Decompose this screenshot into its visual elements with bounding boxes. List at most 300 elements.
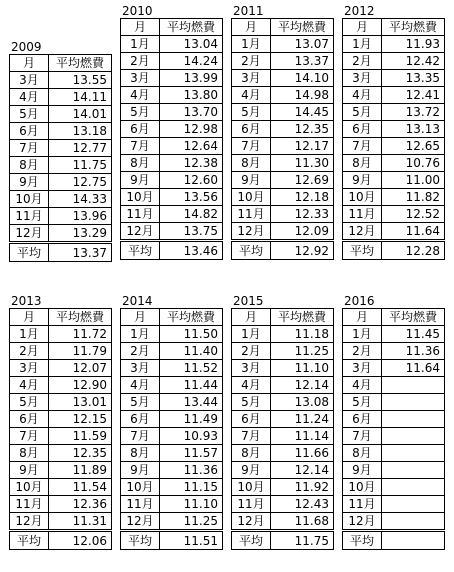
table-row — [232, 377, 334, 394]
table-row — [121, 479, 223, 496]
month-cell: 10月 — [10, 479, 49, 496]
table-row — [343, 104, 445, 121]
average-label: 平均 — [10, 243, 49, 262]
year-label: 2010 — [122, 4, 153, 18]
month-cell: 1月 — [121, 326, 160, 343]
value-cell: 11.49 — [160, 411, 223, 428]
table-row — [121, 206, 223, 223]
value-cell: 13.01 — [49, 394, 112, 411]
average-row — [232, 531, 334, 550]
month-header: 月 — [343, 19, 382, 36]
month-cell: 1月 — [343, 36, 382, 53]
value-cell: 14.01 — [49, 106, 112, 123]
table-row — [343, 206, 445, 223]
average-label: 平均 — [343, 531, 382, 550]
table-row — [10, 89, 112, 106]
month-cell: 11月 — [232, 496, 271, 513]
year-label: 2014 — [122, 294, 153, 308]
table-row — [343, 513, 445, 531]
month-header: 月 — [121, 19, 160, 36]
month-cell: 1月 — [10, 326, 49, 343]
month-cell: 1月 — [343, 326, 382, 343]
month-cell: 8月 — [343, 155, 382, 172]
table-row — [10, 360, 112, 377]
table-row — [232, 53, 334, 70]
month-cell: 9月 — [343, 172, 382, 189]
month-cell: 5月 — [232, 104, 271, 121]
month-cell: 8月 — [232, 445, 271, 462]
value-cell: 11.64 — [382, 360, 445, 377]
value-cell: 14.82 — [160, 206, 223, 223]
month-cell: 3月 — [10, 72, 49, 89]
value-cell: 11.72 — [49, 326, 112, 343]
year-label: 2011 — [233, 4, 264, 18]
month-cell: 7月 — [121, 138, 160, 155]
avg-fuel-header: 平均燃費 — [49, 55, 112, 72]
month-cell: 12月 — [232, 513, 271, 531]
table-row — [343, 496, 445, 513]
month-cell: 2月 — [232, 53, 271, 70]
value-cell: 14.33 — [49, 191, 112, 208]
average-value: 13.37 — [49, 243, 112, 262]
value-cell: 11.44 — [160, 377, 223, 394]
year-block-2009 — [9, 40, 112, 262]
value-cell: 12.38 — [160, 155, 223, 172]
value-cell: 13.72 — [382, 104, 445, 121]
avg-fuel-header: 平均燃費 — [271, 19, 334, 36]
month-cell: 6月 — [121, 121, 160, 138]
month-cell: 12月 — [343, 223, 382, 241]
value-cell: 12.14 — [271, 462, 334, 479]
table-row — [232, 189, 334, 206]
value-cell: 11.25 — [271, 343, 334, 360]
table-row — [121, 496, 223, 513]
month-cell: 6月 — [10, 123, 49, 140]
table-row — [343, 36, 445, 53]
table-row — [232, 326, 334, 343]
month-cell: 3月 — [232, 360, 271, 377]
month-cell: 4月 — [343, 377, 382, 394]
average-label: 平均 — [232, 241, 271, 260]
year-block-2013 — [9, 294, 112, 550]
table-row — [232, 496, 334, 513]
year-label: 2013 — [11, 294, 42, 308]
month-cell: 5月 — [121, 394, 160, 411]
month-cell: 7月 — [10, 140, 49, 157]
table-row — [121, 70, 223, 87]
table-row — [121, 172, 223, 189]
table-row — [343, 155, 445, 172]
average-label: 平均 — [121, 241, 160, 260]
table-row — [343, 138, 445, 155]
month-cell: 11月 — [10, 496, 49, 513]
average-label: 平均 — [343, 241, 382, 260]
value-cell: 12.75 — [49, 174, 112, 191]
table-row — [343, 87, 445, 104]
average-row — [121, 241, 223, 260]
table-row — [232, 36, 334, 53]
table-row — [10, 106, 112, 123]
value-cell: 11.15 — [160, 479, 223, 496]
month-cell: 6月 — [10, 411, 49, 428]
value-cell: 12.14 — [271, 377, 334, 394]
value-cell: 12.52 — [382, 206, 445, 223]
table-row — [10, 496, 112, 513]
month-cell: 5月 — [10, 394, 49, 411]
value-cell: 13.04 — [160, 36, 223, 53]
month-cell: 6月 — [232, 411, 271, 428]
month-cell: 4月 — [232, 377, 271, 394]
value-cell: 13.96 — [49, 208, 112, 225]
value-cell: 13.07 — [271, 36, 334, 53]
average-row — [10, 531, 112, 550]
month-cell: 9月 — [232, 462, 271, 479]
average-value: 13.46 — [160, 241, 223, 260]
year-block-2012 — [342, 4, 445, 260]
value-cell: 11.45 — [382, 326, 445, 343]
table-row — [10, 208, 112, 225]
month-cell: 9月 — [232, 172, 271, 189]
table-row — [232, 445, 334, 462]
month-cell: 7月 — [232, 138, 271, 155]
month-cell: 4月 — [10, 377, 49, 394]
month-cell: 10月 — [121, 189, 160, 206]
fuel-table — [342, 308, 445, 550]
table-row — [121, 326, 223, 343]
value-cell: 13.70 — [160, 104, 223, 121]
month-cell: 10月 — [10, 191, 49, 208]
month-cell: 6月 — [121, 411, 160, 428]
value-cell — [382, 496, 445, 513]
month-cell: 7月 — [121, 428, 160, 445]
month-cell: 12月 — [121, 223, 160, 241]
table-row — [10, 225, 112, 243]
month-cell: 12月 — [343, 513, 382, 531]
fuel-table — [231, 18, 334, 260]
fuel-table — [9, 54, 112, 262]
value-cell: 11.59 — [49, 428, 112, 445]
value-cell: 12.33 — [271, 206, 334, 223]
month-cell: 12月 — [121, 513, 160, 531]
month-cell: 4月 — [232, 87, 271, 104]
table-row — [121, 343, 223, 360]
table-row — [343, 377, 445, 394]
value-cell: 11.50 — [160, 326, 223, 343]
value-cell: 11.57 — [160, 445, 223, 462]
value-cell: 12.36 — [49, 496, 112, 513]
table-row — [121, 121, 223, 138]
average-value: 12.92 — [271, 241, 334, 260]
table-row — [10, 445, 112, 462]
month-cell: 2月 — [121, 343, 160, 360]
year-label: 2016 — [344, 294, 375, 308]
value-cell: 12.43 — [271, 496, 334, 513]
table-row — [10, 377, 112, 394]
value-cell: 12.69 — [271, 172, 334, 189]
value-cell: 12.07 — [49, 360, 112, 377]
value-cell: 12.98 — [160, 121, 223, 138]
table-row — [232, 479, 334, 496]
value-cell: 11.24 — [271, 411, 334, 428]
month-cell: 2月 — [232, 343, 271, 360]
value-cell — [382, 411, 445, 428]
average-row — [343, 241, 445, 260]
value-cell — [382, 394, 445, 411]
value-cell: 13.55 — [49, 72, 112, 89]
value-cell — [382, 377, 445, 394]
value-cell: 11.52 — [160, 360, 223, 377]
month-cell: 2月 — [121, 53, 160, 70]
value-cell: 13.18 — [49, 123, 112, 140]
value-cell: 12.90 — [49, 377, 112, 394]
month-cell: 4月 — [10, 89, 49, 106]
table-row — [10, 513, 112, 531]
table-row — [232, 360, 334, 377]
value-cell: 13.75 — [160, 223, 223, 241]
value-cell: 12.60 — [160, 172, 223, 189]
average-label: 平均 — [121, 531, 160, 550]
month-cell: 9月 — [343, 462, 382, 479]
value-cell: 11.68 — [271, 513, 334, 531]
fuel-table — [231, 308, 334, 550]
table-row — [121, 223, 223, 241]
avg-fuel-header: 平均燃費 — [160, 19, 223, 36]
value-cell: 14.45 — [271, 104, 334, 121]
value-cell: 11.10 — [271, 360, 334, 377]
value-cell: 11.92 — [271, 479, 334, 496]
table-row — [121, 428, 223, 445]
month-cell: 10月 — [343, 479, 382, 496]
month-cell: 4月 — [343, 87, 382, 104]
month-cell: 11月 — [343, 206, 382, 223]
average-row — [10, 243, 112, 262]
month-cell: 7月 — [343, 428, 382, 445]
table-row — [232, 206, 334, 223]
month-cell: 3月 — [121, 70, 160, 87]
month-cell: 4月 — [121, 87, 160, 104]
value-cell: 12.65 — [382, 138, 445, 155]
table-row — [343, 121, 445, 138]
month-cell: 8月 — [10, 157, 49, 174]
month-cell: 10月 — [343, 189, 382, 206]
month-cell: 8月 — [343, 445, 382, 462]
value-cell — [382, 479, 445, 496]
month-header: 月 — [10, 55, 49, 72]
value-cell: 11.14 — [271, 428, 334, 445]
month-cell: 11月 — [10, 208, 49, 225]
average-row — [232, 241, 334, 260]
table-row — [232, 172, 334, 189]
table-row — [10, 343, 112, 360]
value-cell: 11.66 — [271, 445, 334, 462]
month-cell: 12月 — [232, 223, 271, 241]
value-cell: 10.76 — [382, 155, 445, 172]
month-cell: 5月 — [343, 104, 382, 121]
table-row — [343, 70, 445, 87]
average-value: 11.51 — [160, 531, 223, 550]
average-label: 平均 — [10, 531, 49, 550]
value-cell: 13.35 — [382, 70, 445, 87]
month-cell: 1月 — [121, 36, 160, 53]
year-label: 2015 — [233, 294, 264, 308]
table-row — [10, 123, 112, 140]
value-cell: 11.82 — [382, 189, 445, 206]
month-cell: 7月 — [343, 138, 382, 155]
value-cell: 11.30 — [271, 155, 334, 172]
table-row — [343, 428, 445, 445]
table-row — [232, 70, 334, 87]
month-cell: 3月 — [232, 70, 271, 87]
average-row — [121, 531, 223, 550]
month-cell: 3月 — [343, 360, 382, 377]
value-cell: 11.40 — [160, 343, 223, 360]
value-cell: 13.56 — [160, 189, 223, 206]
table-row — [10, 479, 112, 496]
value-cell: 11.00 — [382, 172, 445, 189]
value-cell: 11.64 — [382, 223, 445, 241]
table-row — [232, 513, 334, 531]
table-row — [10, 428, 112, 445]
value-cell: 13.99 — [160, 70, 223, 87]
value-cell: 13.29 — [49, 225, 112, 243]
table-row — [343, 462, 445, 479]
month-cell: 11月 — [232, 206, 271, 223]
value-cell: 13.13 — [382, 121, 445, 138]
fuel-table — [342, 18, 445, 260]
table-row — [10, 326, 112, 343]
month-cell: 9月 — [121, 462, 160, 479]
average-row — [343, 531, 445, 550]
table-row — [10, 72, 112, 89]
month-cell: 3月 — [343, 70, 382, 87]
month-cell: 10月 — [232, 479, 271, 496]
value-cell: 12.64 — [160, 138, 223, 155]
month-cell: 6月 — [232, 121, 271, 138]
table-row — [232, 394, 334, 411]
avg-fuel-header: 平均燃費 — [49, 309, 112, 326]
value-cell: 11.36 — [160, 462, 223, 479]
table-row — [343, 172, 445, 189]
value-cell: 12.09 — [271, 223, 334, 241]
table-row — [10, 157, 112, 174]
table-row — [10, 140, 112, 157]
value-cell: 14.10 — [271, 70, 334, 87]
value-cell: 12.77 — [49, 140, 112, 157]
value-cell: 12.17 — [271, 138, 334, 155]
table-row — [121, 36, 223, 53]
table-row — [232, 428, 334, 445]
table-row — [121, 189, 223, 206]
value-cell — [382, 462, 445, 479]
month-cell: 3月 — [10, 360, 49, 377]
value-cell: 14.24 — [160, 53, 223, 70]
table-row — [232, 87, 334, 104]
table-row — [232, 223, 334, 241]
average-label: 平均 — [232, 531, 271, 550]
month-cell: 10月 — [121, 479, 160, 496]
month-cell: 8月 — [232, 155, 271, 172]
month-cell: 11月 — [343, 496, 382, 513]
avg-fuel-header: 平均燃費 — [382, 19, 445, 36]
value-cell: 12.42 — [382, 53, 445, 70]
table-row — [232, 138, 334, 155]
month-cell: 2月 — [10, 343, 49, 360]
table-row — [121, 377, 223, 394]
month-cell: 12月 — [10, 513, 49, 531]
table-row — [343, 411, 445, 428]
table-row — [121, 155, 223, 172]
value-cell: 11.89 — [49, 462, 112, 479]
table-row — [121, 513, 223, 531]
month-cell: 8月 — [121, 445, 160, 462]
value-cell: 12.35 — [271, 121, 334, 138]
year-block-2016 — [342, 294, 445, 550]
value-cell: 11.31 — [49, 513, 112, 531]
month-cell: 5月 — [10, 106, 49, 123]
value-cell: 12.41 — [382, 87, 445, 104]
month-header: 月 — [343, 309, 382, 326]
value-cell: 12.15 — [49, 411, 112, 428]
value-cell: 11.25 — [160, 513, 223, 531]
value-cell — [382, 428, 445, 445]
table-row — [232, 155, 334, 172]
value-cell: 11.36 — [382, 343, 445, 360]
value-cell — [382, 513, 445, 531]
value-cell: 11.18 — [271, 326, 334, 343]
table-row — [343, 326, 445, 343]
value-cell: 12.35 — [49, 445, 112, 462]
month-cell: 1月 — [232, 326, 271, 343]
value-cell: 11.75 — [49, 157, 112, 174]
month-cell: 1月 — [232, 36, 271, 53]
month-cell: 11月 — [121, 206, 160, 223]
month-header: 月 — [121, 309, 160, 326]
table-row — [10, 462, 112, 479]
value-cell: 11.54 — [49, 479, 112, 496]
month-cell: 5月 — [232, 394, 271, 411]
table-row — [121, 138, 223, 155]
value-cell: 12.18 — [271, 189, 334, 206]
year-label: 2012 — [344, 4, 375, 18]
month-cell: 9月 — [10, 174, 49, 191]
month-cell: 12月 — [10, 225, 49, 243]
month-cell: 4月 — [121, 377, 160, 394]
year-block-2015 — [231, 294, 334, 550]
table-row — [343, 53, 445, 70]
table-row — [10, 394, 112, 411]
average-value: 12.06 — [49, 531, 112, 550]
value-cell: 10.93 — [160, 428, 223, 445]
table-row — [10, 174, 112, 191]
fuel-table — [120, 308, 223, 550]
table-row — [232, 343, 334, 360]
table-row — [121, 87, 223, 104]
month-cell: 3月 — [121, 360, 160, 377]
value-cell: 14.98 — [271, 87, 334, 104]
month-cell: 9月 — [121, 172, 160, 189]
year-label: 2009 — [11, 40, 42, 54]
value-cell: 13.08 — [271, 394, 334, 411]
table-row — [343, 479, 445, 496]
table-row — [343, 343, 445, 360]
table-row — [121, 360, 223, 377]
month-header: 月 — [232, 309, 271, 326]
avg-fuel-header: 平均燃費 — [271, 309, 334, 326]
value-cell: 11.93 — [382, 36, 445, 53]
table-row — [343, 223, 445, 241]
table-row — [10, 411, 112, 428]
table-row — [343, 394, 445, 411]
